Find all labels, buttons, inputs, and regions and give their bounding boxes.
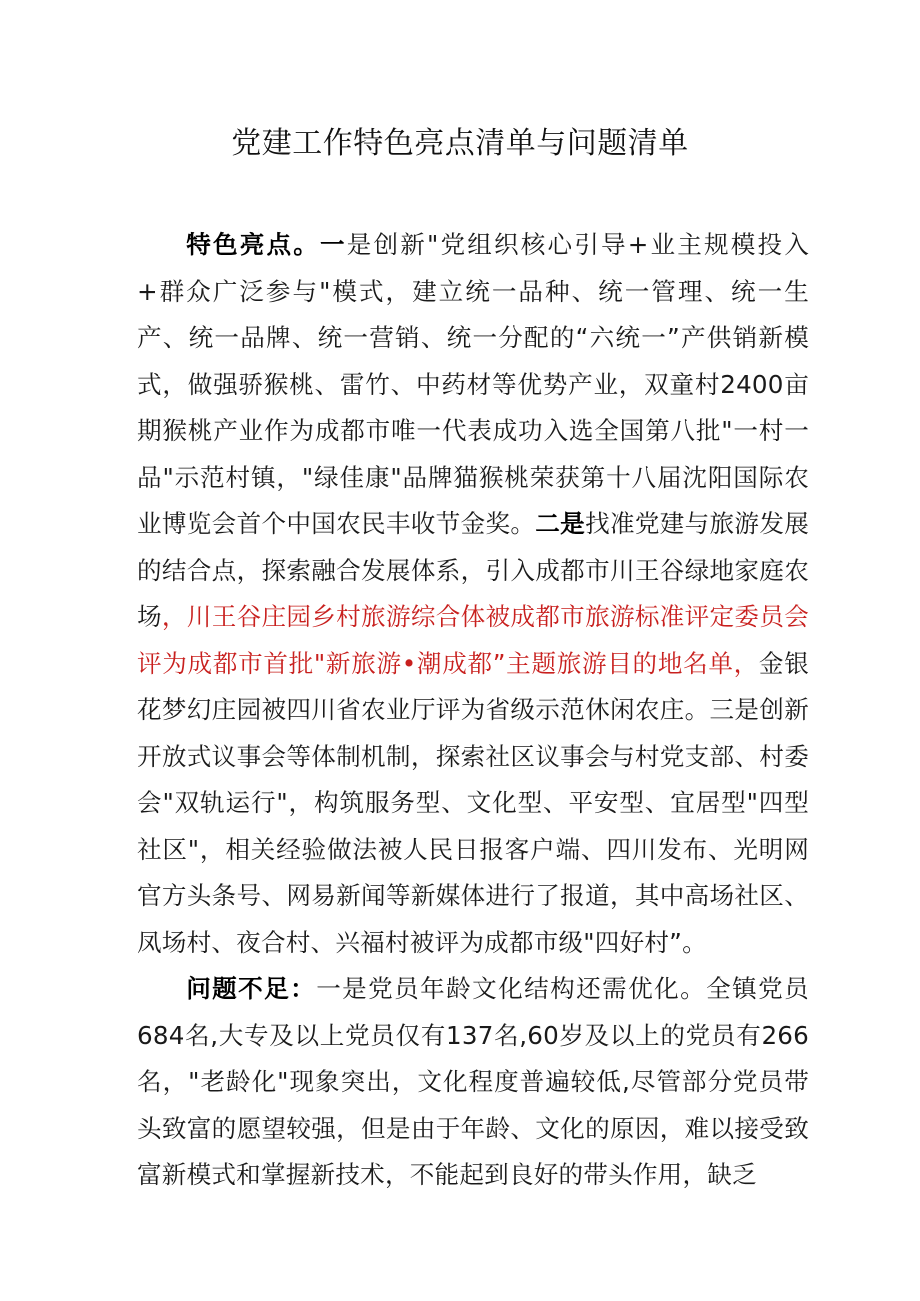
highlights-part-3: 金银花梦幻庄园被四川省农业厅评为省级示范休闲农庄。三是创新开放式议事会等体制机制，探索社区议事会与村党支部、村委会"双轨运行"，构筑服务型、文化型、平安型、宜居型"四型社区"，相关经验做法被人民日报客户端、四川发布、光明网官方头条号、网易新闻等新媒体进行了报道，其中高场社区、凤场村、夜合村、兴福村被评为成都市级"四好村”。 — [137, 648, 809, 957]
highlights-part-1: 是创新"党组织核心引导+业主规模投入+群众广泛参与"模式，建立统一品种、统一管理、统一生产、统一品牌、统一营销、统一分配的“六统一”产供销新模式，做强骄猴桃、雷竹、中药材等优势产业，双童村2400亩期猴桃产业作为成都市唯一代表成功入选全国第八批"一村一品"示范村镇，"绿佳康"品牌猫猴桃荣获第十八届沈阳国际农业博览会首个中国农民丰收节金奖。 — [137, 230, 809, 538]
highlights-part-2: 找准党建与旅游发展的结合点，探索融合发展体系，引入成都市川王谷绿地家庭农场 — [137, 509, 810, 631]
highlights-paragraph — [137, 222, 809, 966]
document-title: 党建工作特色亮点清单与问题清单 — [231, 126, 689, 161]
highlights-label: 特色亮点。 — [186, 230, 320, 259]
document-body — [137, 222, 809, 1199]
problems-text: 一是党员年龄文化结构还需优化。全镇党员684名,大专及以上党员仅有137名,60岁及以上的党员有266名，"老龄化"现象突出，文化程度普遍较低,尽管部分党员带头致富的愿望较强，但是由于年龄、文化的原因，难以接受致富新模式和掌握新技术，不能起到良好的带头作用，缺乏 — [137, 974, 809, 1189]
first-marker: 一 — [319, 230, 347, 259]
highlights-red-text: ，川王谷庄园乡村旅游综合体被成都市旅游标准评定委员会评为成都市首批"新旅游•潮成都”主题旅游目的地名单， — [137, 602, 810, 678]
problems-paragraph — [137, 966, 809, 1199]
problems-label: 问题不足： — [186, 974, 317, 1003]
second-marker: 二是 — [535, 509, 586, 538]
